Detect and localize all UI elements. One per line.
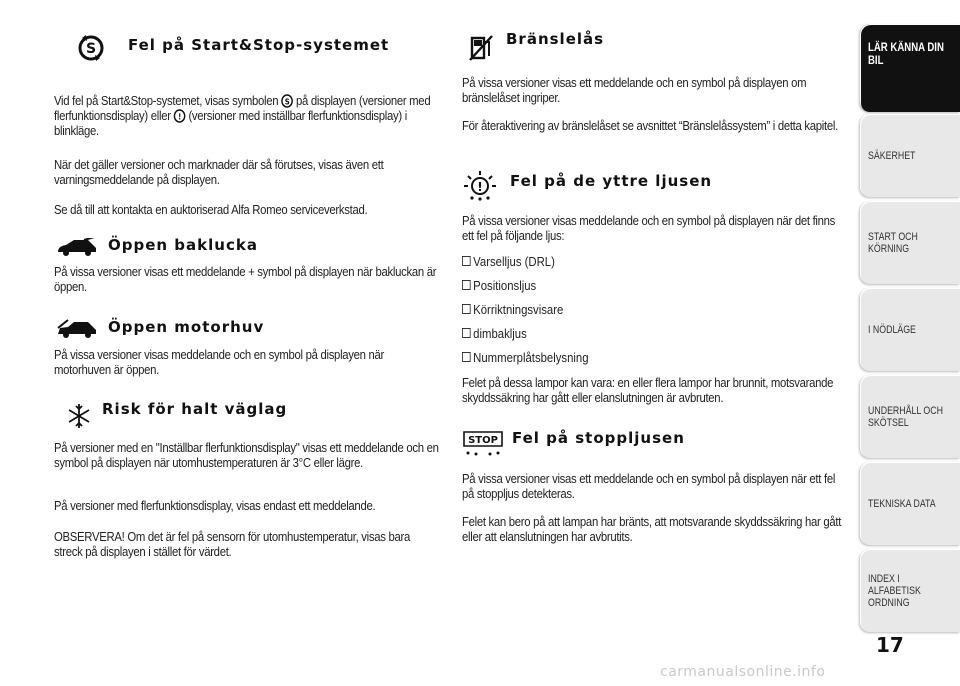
- svg-text:!: !: [477, 180, 483, 194]
- startstop-paragraph-2: När det gäller versioner och marknader där så förutses, visas även ett varningsmeddelande på displayen.: [54, 157, 384, 187]
- ljus-list-item: [462, 254, 555, 269]
- ljus-list-item: [462, 278, 536, 293]
- startstop-text-b: på displayen (versioner med flerfunktionsdisplay) eller: [54, 93, 431, 123]
- svg-text:S: S: [284, 96, 290, 107]
- bransle-paragraph-2: För återaktivering av bränslelåset se avsnittet “Bränslelåssystem” i detta kapitel.: [462, 118, 838, 133]
- stop-light-failure-icon: [462, 428, 504, 458]
- svg-text:S: S: [85, 41, 97, 57]
- tab-lar-kanna-din-bil[interactable]: [860, 24, 960, 112]
- bransle-heading: Bränslelås: [506, 30, 605, 48]
- ljus-list-item: [462, 326, 527, 341]
- ljus-list-item: [462, 350, 589, 365]
- tab-i-nodlage[interactable]: [860, 288, 960, 371]
- tab-label: LÄR KÄNNA DIN BIL: [868, 39, 944, 67]
- checkbox-square-icon: [462, 328, 471, 338]
- checkbox-square-icon: [462, 280, 471, 290]
- motorhuv-paragraph: På vissa versioner visas meddelande och en symbol på displayen när motorhuven är öppen.: [54, 347, 385, 377]
- chapter-sidebar: [860, 0, 960, 686]
- stopp-heading: Fel på stoppljusen: [512, 429, 685, 447]
- ljus-item-label: Varselljus (DRL): [473, 254, 555, 269]
- open-hood-icon: [54, 318, 100, 340]
- stopp-paragraph-2: Felet kan bero på att lampan har bränts, att motsvarande skyddssäkring har gått eller att elanslutningen har avbrutits.: [462, 514, 842, 544]
- ljus-item-label: Körriktningsvisare: [473, 302, 564, 317]
- fuel-cutoff-icon: [466, 30, 496, 64]
- startstop-paragraph-1: [54, 93, 441, 138]
- startstop-text-a: Vid fel på Start&Stop-systemet, visas symbolen: [54, 93, 279, 108]
- startstop-text-c: (versioner med inställbar flerfunktionsdisplay) i blinkläge.: [54, 108, 407, 138]
- snowflake-road-icon: [64, 400, 94, 432]
- checkbox-square-icon: [462, 304, 471, 314]
- warning-bulb-inline-icon: [174, 109, 186, 123]
- tab-tekniska-data[interactable]: [860, 462, 960, 545]
- watermark: carmanualsonline.info: [660, 664, 826, 680]
- tab-start-och-korning[interactable]: [860, 201, 960, 284]
- checkbox-square-icon: [462, 256, 471, 266]
- baklucka-heading: Öppen baklucka: [108, 236, 258, 254]
- stopp-paragraph-1: På vissa versioner visas ett meddelande och en symbol på displayen när ett fel på stoppljus detekteras.: [462, 471, 836, 501]
- tab-sakerhet[interactable]: [860, 114, 960, 197]
- page-number: 17: [876, 633, 904, 657]
- ljus-item-label: Nummerplåtsbelysning: [473, 350, 589, 365]
- halka-heading: Risk för halt väglag: [102, 400, 288, 418]
- ljus-heading: Fel på de yttre ljusen: [510, 172, 713, 190]
- halka-paragraph-1: På versioner med en "Inställbar flerfunktionsdisplay" visas ett meddelande och en symbol på displayen när utomhustemperaturen är 3°C eller lägre.: [54, 440, 439, 470]
- svg-text:!: !: [178, 111, 181, 122]
- tab-label: SÄKERHET: [868, 149, 916, 162]
- ljus-item-label: dimbakljus: [473, 326, 527, 341]
- ljus-paragraph-2: Felet på dessa lampor kan vara: en eller flera lampor har brunnit, motsvarande skyddssäkring har gått eller elanslutningen är avbruten.: [462, 375, 834, 405]
- ljus-item-label: Positionsljus: [473, 278, 537, 293]
- open-trunk-icon: [54, 238, 100, 258]
- tab-label: UNDERHÅLL OCH SKÖTSEL: [868, 404, 943, 429]
- stop-icon-text: STOP: [468, 435, 498, 446]
- start-stop-inline-icon: [281, 94, 293, 108]
- start-stop-icon: [76, 32, 106, 64]
- checkbox-square-icon: [462, 352, 471, 362]
- halka-paragraph-2: På versioner med flerfunktionsdisplay, visas endast ett meddelande.: [54, 498, 376, 513]
- tab-label: START OCH KÖRNING: [868, 230, 918, 255]
- tab-label: TEKNISKA DATA: [868, 497, 936, 510]
- ljus-list-item: [462, 302, 563, 317]
- exterior-light-failure-icon: [462, 170, 498, 202]
- startstop-heading: Fel på Start&Stop-systemet: [128, 36, 390, 54]
- motorhuv-heading: Öppen motorhuv: [108, 318, 265, 336]
- tab-index[interactable]: [860, 549, 960, 632]
- halka-paragraph-3: OBSERVERA! Om det är fel på sensorn för utomhustemperatur, visas bara streck på displayen i stället för värdet.: [54, 529, 410, 559]
- ljus-paragraph-1: På vissa versioner visas meddelande och en symbol på displayen när det finns ett fel på följande ljus:: [462, 213, 836, 243]
- baklucka-paragraph: På vissa versioner visas ett meddelande + symbol på displayen när bakluckan är öppen.: [54, 264, 437, 294]
- bransle-paragraph-1: På vissa versioner visas ett meddelande och en symbol på displayen om bränslelåset ingriper.: [462, 75, 807, 105]
- tab-label: I NÖDLÄGE: [868, 323, 916, 336]
- tab-label: INDEX I ALFABETISK ORDNING: [868, 572, 921, 609]
- startstop-paragraph-3: Se då till att kontakta en auktoriserad Alfa Romeo serviceverkstad.: [54, 202, 368, 217]
- tab-underhall-och-skotsel[interactable]: [860, 375, 960, 458]
